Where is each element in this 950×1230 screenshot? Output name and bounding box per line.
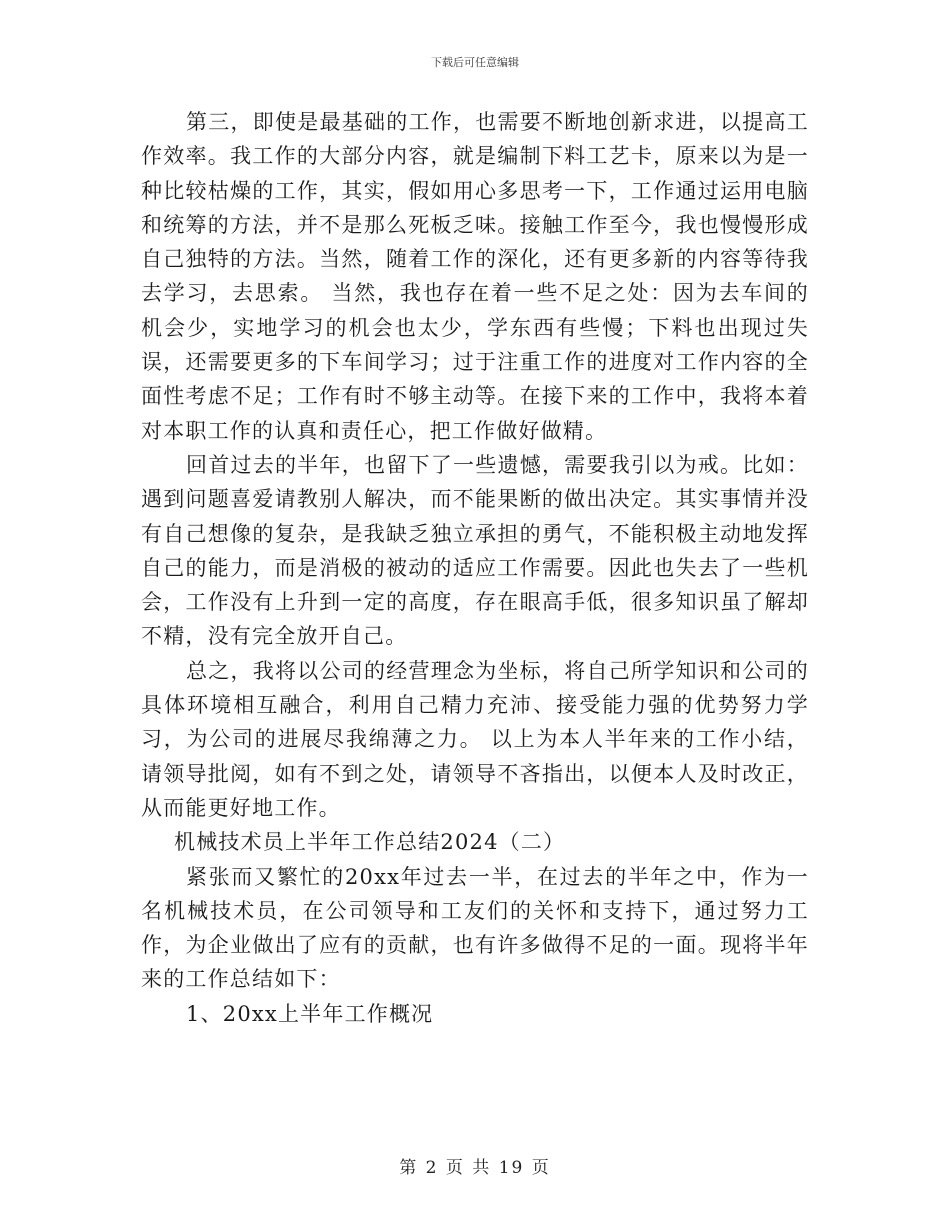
paragraph-4: 紧张而又繁忙的20xx年过去一半，在过去的半年之中，作为一名机械技术员，在公司领导和工友们的关怀和支持下，通过努力工作，为企业做出了应有的贡献，也有许多做得不足的一面。现将半年来的工作总结如下： (141, 864, 809, 992)
subsection-heading: 1、20xx上半年工作概况 (186, 1001, 434, 1026)
page-footer: 第 2 页 共 19 页 (399, 1158, 551, 1178)
paragraph-2: 回首过去的半年，也留下了一些遗憾，需要我引以为戒。比如：遇到问题喜爱请教别人解决，而不能果断的做出决定。其实事情并没有自己想像的复杂，是我缺乏独立承担的勇气，不能积极主动地发挥自己的能力，而是消极的被动的适应工作需要。因此也失去了一些机会，工作没有上升到一定的高度，存在眼高手低，很多知识虽了解却不精，没有完全放开自己。 (141, 452, 809, 649)
paragraph-3: 总之，我将以公司的经营理念为坐标，将自己所学知识和公司的具体环境相互融合，利用自己精力充沛、接受能力强的优势努力学习，为公司的进展尽我绵薄之力。 以上为本人半年来的工作小结，请领导批阅，如有不到之处，请领导不吝指出，以便本人及时改正，从而能更好地工作。 (141, 658, 809, 820)
page-header: 下载后可任意编辑 (431, 56, 519, 69)
document-body (141, 105, 809, 1031)
section-title: 机械技术员上半年工作总结2024（二） (174, 830, 566, 855)
paragraph-1: 第三，即使是最基础的工作，也需要不断地创新求进，以提高工作效率。我工作的大部分内容，就是编制下料工艺卡，原来以为是一种比较枯燥的工作，其实，假如用心多思考一下，工作通过运用电脑和统筹的方法，并不是那么死板乏味。接触工作至今，我也慢慢形成自己独特的方法。当然，随着工作的深化，还有更多新的内容等待我去学习，去思索。 当然，我也存在着一些不足之处：因为去车间的机会少，实地学习的机会也太少，学东西有些慢；下料也出现过失误，还需要更多的下车间学习；过于注重工作的进度对工作内容的全面性考虑不足；工作有时不够主动等。在接下来的工作中，我将本着对本职工作的认真和责任心，把工作做好做精。 (141, 110, 809, 443)
